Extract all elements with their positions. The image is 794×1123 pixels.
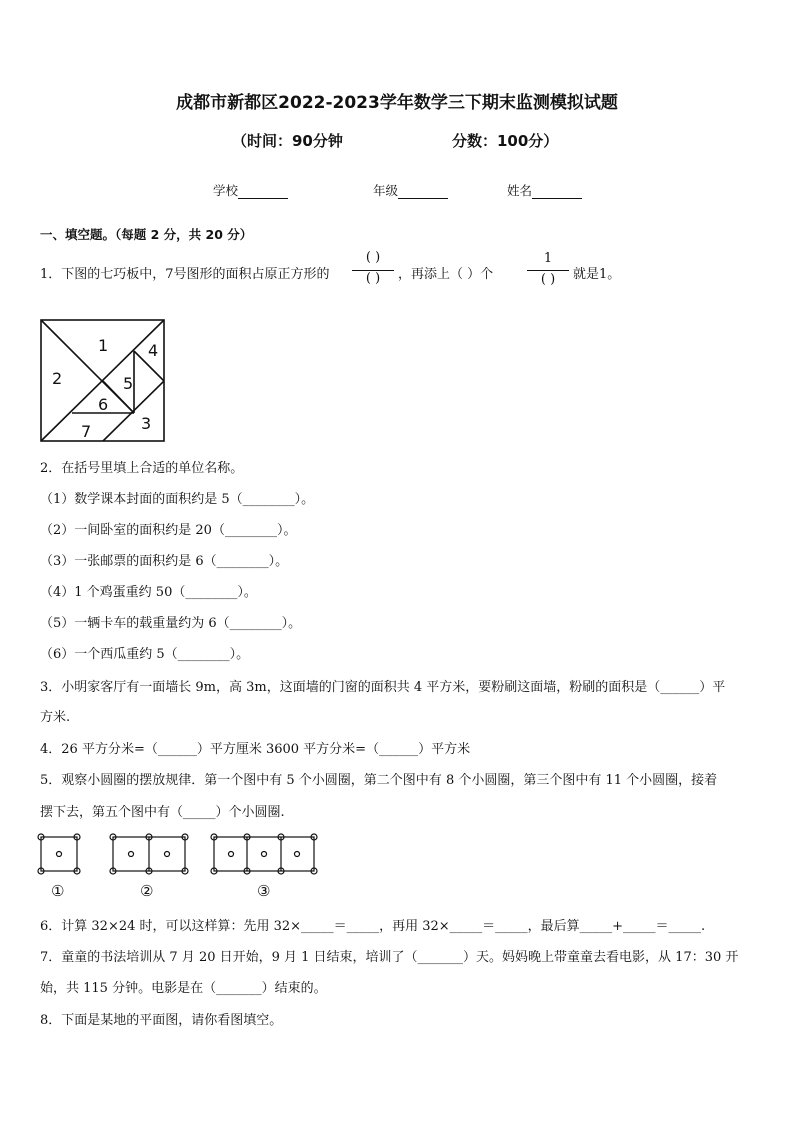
- q1-fraction-2: [527, 251, 569, 287]
- pattern-label-3: ③: [257, 882, 271, 900]
- q2-item-5: （5）一辆卡车的载重量约为 6（________）。: [40, 616, 302, 631]
- grade-field[interactable]: [373, 181, 448, 199]
- q1-text-a: 1．下图的七巧板中，7号图形的面积占原正方形的: [40, 267, 330, 282]
- q8-text: 8．下面是某地的平面图，请你看图填空。: [40, 1013, 283, 1028]
- tangram-label-5: 5: [123, 374, 134, 393]
- q7-line-1: 7．童童的书法培训从 7 月 20 日开始，9 月 1 日结束，培训了（_______）天。妈妈晚上带童童去看电影，从 17：30 开: [40, 950, 739, 965]
- tangram-figure: [38, 317, 168, 445]
- q1-frac-denominator: ( ): [365, 271, 381, 286]
- q1-frac2-numerator: 1: [543, 251, 553, 266]
- q2-item-3: （3）一张邮票的面积约是 6（________）。: [40, 554, 289, 569]
- q2-item-4: （4）1 个鸡蛋重约 50（________）。: [40, 585, 257, 600]
- q1-text-c: 就是1。: [573, 267, 621, 282]
- exam-time: （时间：90分钟: [232, 132, 343, 150]
- pattern-label-2: ②: [140, 882, 154, 900]
- q6-text: 6．计算 32×24 时，可以这样算：先用 32×_____＝_____，再用 32×_____＝_____，最后算_____+_____＝_____.: [40, 919, 706, 934]
- q5-line-2: 摆下去，第五个图中有（_____）个小圆圈.: [40, 805, 285, 820]
- school-field[interactable]: [213, 181, 288, 199]
- q1-frac-numerator: ( ): [365, 250, 381, 265]
- q2-item-1: （1）数学课本封面的面积约是 5（________）。: [40, 492, 315, 507]
- section-heading: 一、填空题。（每题 2 分，共 20 分）: [40, 227, 253, 242]
- q1-frac2-denominator: ( ): [540, 272, 556, 287]
- pattern-label-1: ①: [51, 882, 65, 900]
- school-label: 学校: [213, 183, 239, 198]
- q4-text: 4．26 平方分米=（______）平方厘米 3600 平方分米=（______）平方米: [40, 742, 471, 757]
- tangram-label-6: 6: [98, 395, 109, 414]
- grade-label: 年级: [373, 183, 399, 198]
- name-field[interactable]: [507, 181, 582, 199]
- q3-line-2: 方米.: [40, 710, 71, 725]
- q3-line-1: 3．小明家客厅有一面墙长 9m，高 3m，这面墙的门窗的面积共 4 平方米，要粉刷这面墙，粉刷的面积是（______）平: [40, 680, 726, 695]
- circle-pattern-figure: [36, 832, 326, 902]
- q2-item-2: （2）一间卧室的面积约是 20（________）。: [40, 523, 297, 538]
- q1-fraction: [352, 250, 394, 286]
- tangram-label-7: 7: [81, 422, 92, 441]
- tangram-label-2: 2: [52, 369, 63, 388]
- tangram-label-3: 3: [141, 414, 152, 433]
- tangram-label-1: 1: [98, 336, 109, 355]
- q5-line-1: 5．观察小圆圈的摆放规律．第一个图中有 5 个小圆圈，第二个图中有 8 个小圆圈，第三个图中有 11 个小圆圈，接着: [40, 773, 718, 788]
- q7-line-2: 始，共 115 分钟。电影是在（_______）结束的。: [40, 981, 327, 996]
- exam-score: 分数：100分）: [452, 132, 559, 150]
- page-title: 成都市新都区2022-2023学年数学三下期末监测模拟试题: [176, 93, 618, 113]
- name-label: 姓名: [507, 183, 533, 198]
- q2-item-6: （6）一个西瓜重约 5（________）。: [40, 647, 250, 662]
- q1-text-b: ，再添上（ ）个: [398, 267, 494, 282]
- q2-intro: 2．在括号里填上合适的单位名称。: [40, 461, 244, 476]
- tangram-label-4: 4: [148, 341, 159, 360]
